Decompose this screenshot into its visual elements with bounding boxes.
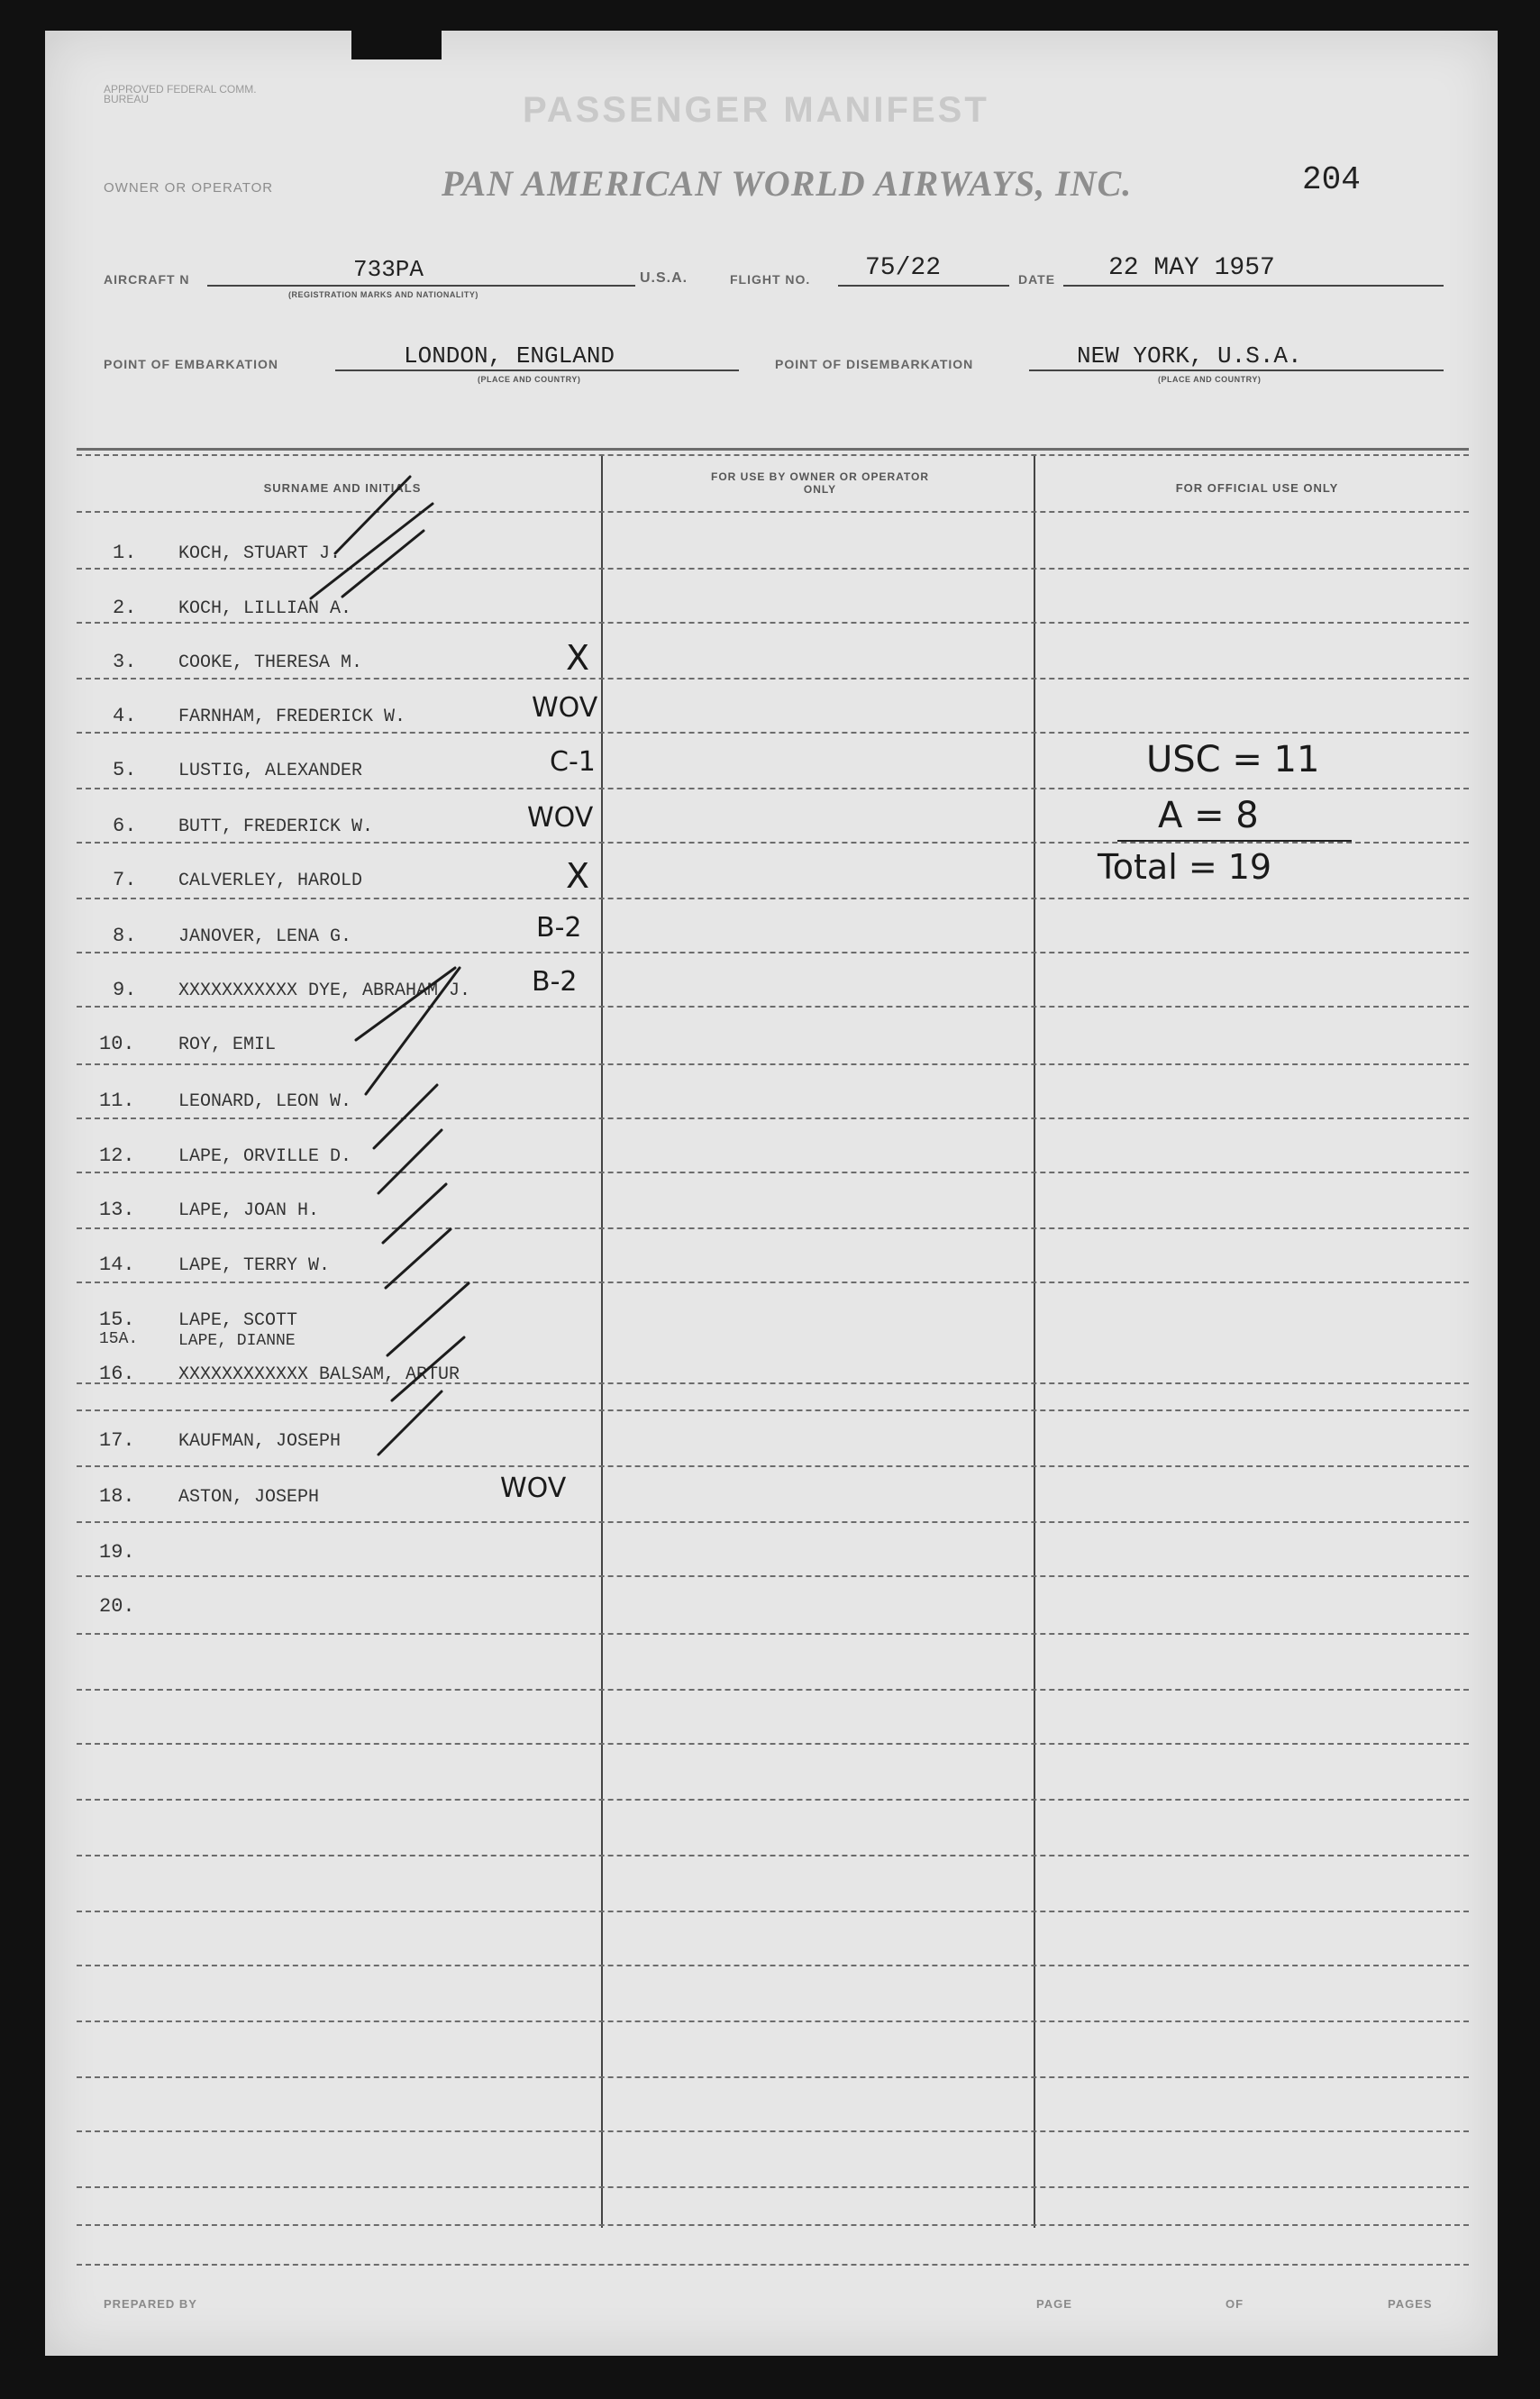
passenger-name: LAPE, ORVILLE D. [178, 1146, 352, 1167]
flight-value: 75/22 [865, 254, 942, 282]
passenger-name: XXXXXXXXXXXX BALSAM, ARTUR [178, 1364, 460, 1385]
row-number: 19. [99, 1541, 135, 1564]
disembark-sublabel: (PLACE AND COUNTRY) [1158, 375, 1262, 384]
passenger-name: FARNHAM, FREDERICK W. [178, 707, 406, 727]
passenger-name: LEONARD, LEON W. [178, 1091, 352, 1112]
official-note-a: A = 8 [1158, 795, 1259, 836]
passenger-name: LAPE, JOAN H. [178, 1200, 320, 1221]
official-note-total: Total = 19 [1098, 847, 1272, 887]
passenger-name: LAPE, DIANNE [178, 1332, 296, 1350]
passenger-name: COOKE, THERESA M. [178, 652, 363, 673]
row-number: 14. [99, 1254, 135, 1276]
row-number: 11. [99, 1090, 135, 1112]
aircraft-value: 733PA [353, 256, 424, 283]
form-title: PASSENGER MANIFEST [523, 90, 989, 130]
row-number: 20. [99, 1595, 135, 1618]
pen-strokes [45, 31, 1498, 2356]
aircraft-label: AIRCRAFT N [104, 272, 190, 287]
usa-label: U.S.A. [640, 270, 688, 286]
passenger-name: LAPE, TERRY W. [178, 1255, 331, 1276]
passenger-name: JANOVER, LENA G. [178, 926, 352, 947]
row-number: 15A. [99, 1330, 139, 1348]
passenger-name: ROY, EMIL [178, 1035, 277, 1055]
passenger-name: LUSTIG, ALEXANDER [178, 761, 363, 781]
passenger-name: CALVERLEY, HAROLD [178, 871, 363, 891]
row-number: 17. [99, 1429, 135, 1452]
row-number: 9. [113, 979, 137, 1001]
handwritten-mark: WOV [500, 1473, 567, 1504]
row-number: 13. [99, 1199, 135, 1221]
passenger-name: KOCH, LILLIAN A. [178, 598, 352, 619]
passenger-name: KOCH, STUART J. [178, 543, 342, 564]
row-number: 6. [113, 815, 137, 837]
passenger-name: BUTT, FREDERICK W. [178, 816, 374, 837]
handwritten-mark: WOV [532, 692, 598, 724]
disembark-value: NEW YORK, U.S.A. [1077, 342, 1302, 369]
header-surname: SURNAME AND INITIALS [263, 481, 422, 495]
flight-label: FLIGHT NO. [730, 272, 811, 287]
passenger-name: XXXXXXXXXXX DYE, ABRAHAM J. [178, 981, 471, 1001]
row-number: 4. [113, 705, 137, 727]
handwritten-mark: X [566, 638, 590, 678]
pages-label: PAGES [1388, 2297, 1433, 2311]
page-label: PAGE [1036, 2297, 1072, 2311]
owner-label: OWNER OR OPERATOR [104, 180, 274, 196]
date-value: 22 MAY 1957 [1108, 254, 1275, 282]
manifest-sheet [45, 31, 1498, 2356]
official-note-usc: USC = 11 [1146, 739, 1320, 780]
row-number: 12. [99, 1145, 135, 1167]
embark-value: LONDON, ENGLAND [404, 342, 615, 369]
prepared-by-label: PREPARED BY [104, 2297, 197, 2311]
handwritten-mark: X [566, 856, 590, 896]
owner-value: PAN AMERICAN WORLD AIRWAYS, INC. [442, 163, 1133, 204]
row-number: 1. [113, 542, 137, 564]
row-number: 16. [99, 1363, 135, 1385]
handwritten-mark: C-1 [550, 746, 596, 778]
row-number: 2. [113, 597, 137, 619]
row-number: 7. [113, 869, 137, 891]
handwritten-mark: B-2 [532, 966, 578, 998]
row-number: 18. [99, 1485, 135, 1508]
embark-label: POINT OF EMBARKATION [104, 357, 278, 371]
page-number: 204 [1302, 161, 1361, 198]
footer-rule [77, 2264, 1469, 2266]
header-owner-use: FOR USE BY OWNER OR OPERATOR ONLY [710, 470, 930, 496]
row-number: 10. [99, 1033, 135, 1055]
row-number: 15. [99, 1309, 135, 1331]
of-label: OF [1226, 2297, 1244, 2311]
passenger-name: LAPE, SCOTT [178, 1310, 298, 1331]
handwritten-mark: B-2 [536, 912, 582, 944]
header-official-use: FOR OFFICIAL USE ONLY [1175, 481, 1339, 495]
aircraft-sublabel: (REGISTRATION MARKS AND NATIONALITY) [288, 290, 478, 299]
approval-stamp: APPROVED FEDERAL COMM. BUREAU [104, 83, 257, 105]
disembark-label: POINT OF DISEMBARKATION [775, 357, 974, 371]
date-label: DATE [1018, 272, 1056, 287]
row-number: 3. [113, 651, 137, 673]
handwritten-mark: WOV [527, 802, 594, 834]
embark-sublabel: (PLACE AND COUNTRY) [478, 375, 581, 384]
passenger-name: ASTON, JOSEPH [178, 1487, 320, 1508]
row-number: 5. [113, 759, 137, 781]
passenger-name: KAUFMAN, JOSEPH [178, 1431, 342, 1452]
row-number: 8. [113, 925, 137, 947]
